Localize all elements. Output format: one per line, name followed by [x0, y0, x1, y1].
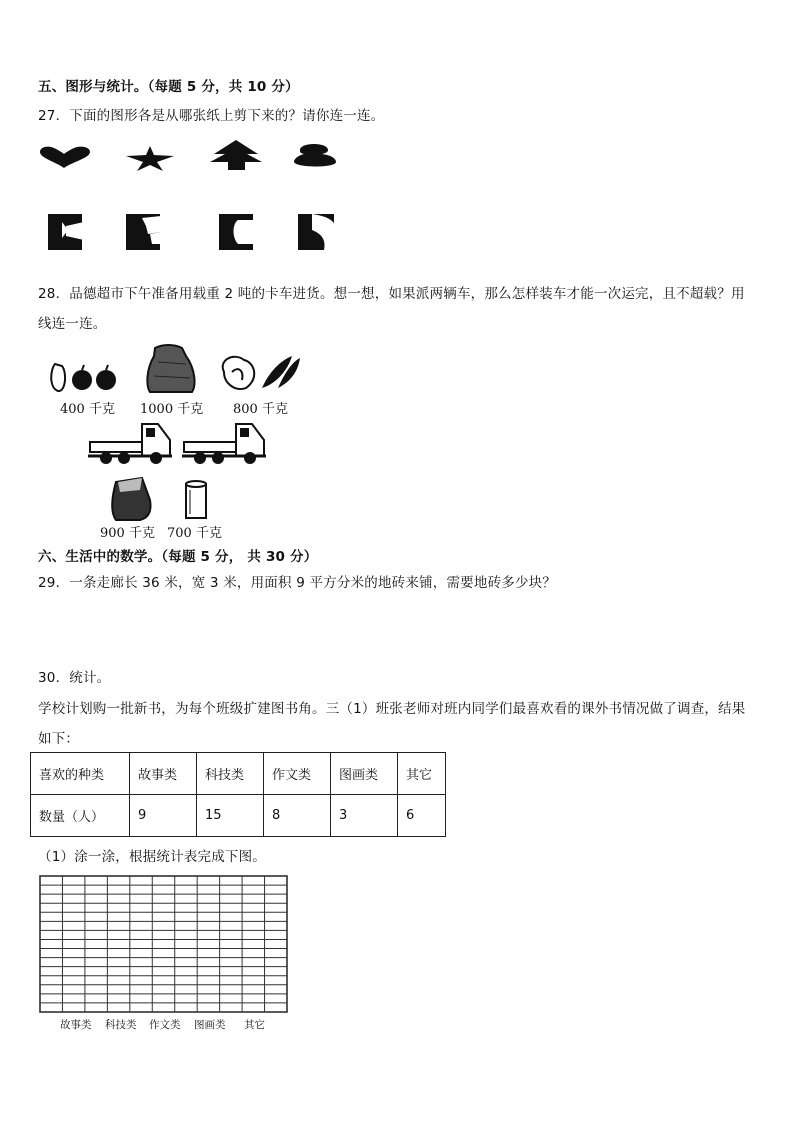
- grid-category-label: 故事类: [60, 1019, 92, 1031]
- grid-category-label: 科技类: [105, 1019, 137, 1031]
- goods-weight-label: 800 千克: [233, 402, 288, 417]
- grid-category-label: 图画类: [194, 1019, 226, 1031]
- goods-weight-label: 1000 千克: [140, 402, 204, 417]
- table-cell: 15: [197, 795, 264, 837]
- grid-category-label: 其它: [244, 1019, 265, 1031]
- question-29-text: 29．一条走廊长 36 米，宽 3 米，用面积 9 平方分米的地砖来铺，需要地砖多少块？: [38, 575, 557, 591]
- goods-weight-label: 400 千克: [60, 402, 115, 417]
- goods-weight-label: 700 千克: [167, 526, 222, 541]
- question-28-line1: 28．品德超市下午准备用载重 2 吨的卡车进货。想一想，如果派两辆车，那么怎样装车才能一次运完，且不超载？用: [38, 286, 745, 302]
- table-cell: 科技类: [197, 753, 264, 795]
- table-cell: 6: [398, 795, 446, 837]
- table-cell: 作文类: [264, 753, 331, 795]
- question-30-title: 30．统计。: [38, 670, 111, 686]
- question-28-line2: 线连一连。: [38, 316, 107, 332]
- table-cell: 8: [264, 795, 331, 837]
- table-cell: 数量（人）: [31, 795, 130, 837]
- goods-weight-label: 900 千克: [100, 526, 155, 541]
- question-30-line1: 学校计划购一批新书，为每个班级扩建图书角。三（1）班张老师对班内同学们最喜欢看的课外书情况做了调查，结果: [38, 701, 746, 717]
- grid-category-label: 作文类: [149, 1019, 181, 1031]
- table-cell: 故事类: [130, 753, 197, 795]
- table-cell: 喜欢的种类: [31, 753, 130, 795]
- table-cell: 其它: [398, 753, 446, 795]
- question-30-sub1: （1）涂一涂，根据统计表完成下图。: [38, 849, 266, 865]
- table-cell: 9: [130, 795, 197, 837]
- table-cell: 3: [331, 795, 398, 837]
- grid-frame: [40, 876, 287, 1012]
- section-five-title: 五、图形与统计。（每题 5 分，共 10 分）: [38, 79, 299, 95]
- section-six-title: 六、生活中的数学。（每题 5 分， 共 30 分）: [38, 549, 318, 565]
- question-30-line2: 如下：: [38, 731, 80, 747]
- table-cell: 图画类: [331, 753, 398, 795]
- question-27-text: 27．下面的图形各是从哪张纸上剪下来的？请你连一连。: [38, 108, 385, 124]
